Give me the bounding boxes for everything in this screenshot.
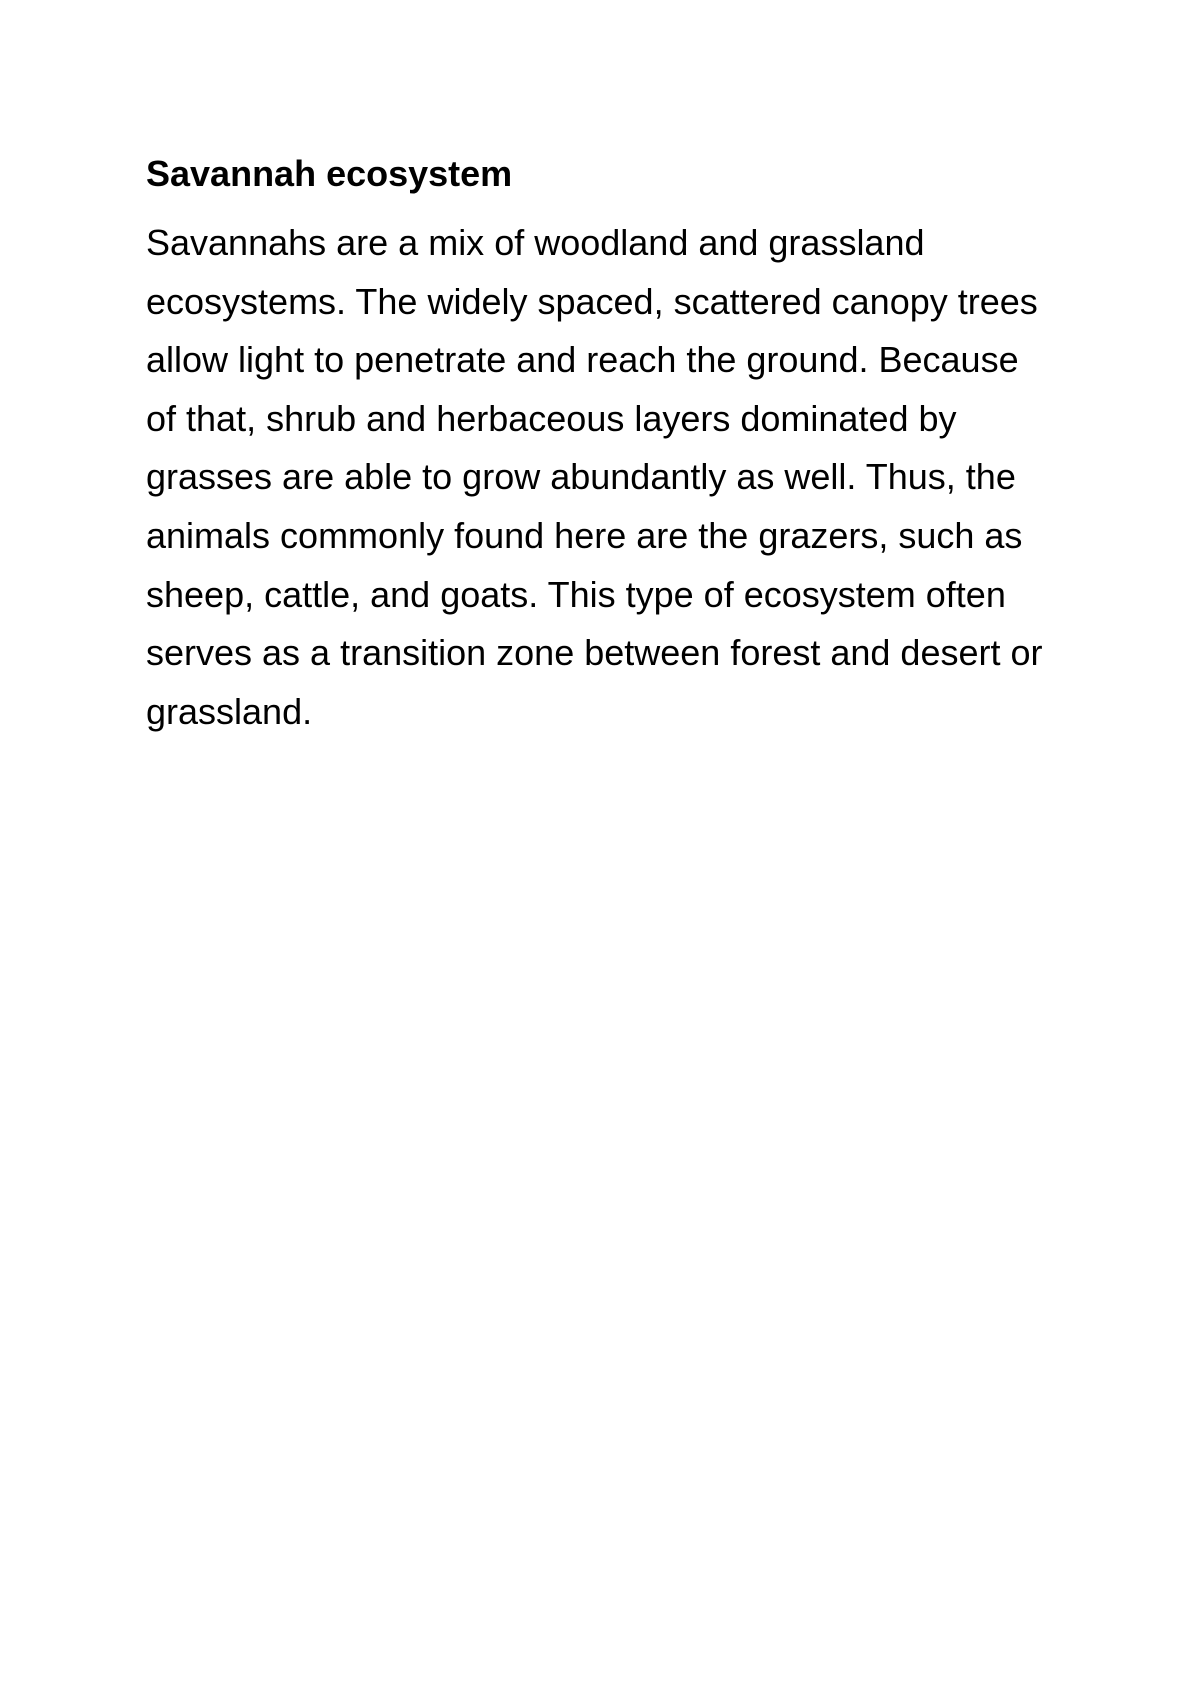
document-title: Savannah ecosystem	[146, 153, 513, 194]
document-content	[146, 148, 1046, 741]
document-paragraph: Savannahs are a mix of woodland and grassland ecosystems. The widely spaced, scattered canopy trees allow light to penetrate and reach the ground. Because of that, shrub and herbaceous layers dominated by grasses are able to grow abundantly as well. Thus, the animals commonly found here are the grazers, such as sheep, cattle, and goats. This type of ecosystem often serves as a transition zone between forest and desert or grassland.	[146, 222, 1043, 732]
